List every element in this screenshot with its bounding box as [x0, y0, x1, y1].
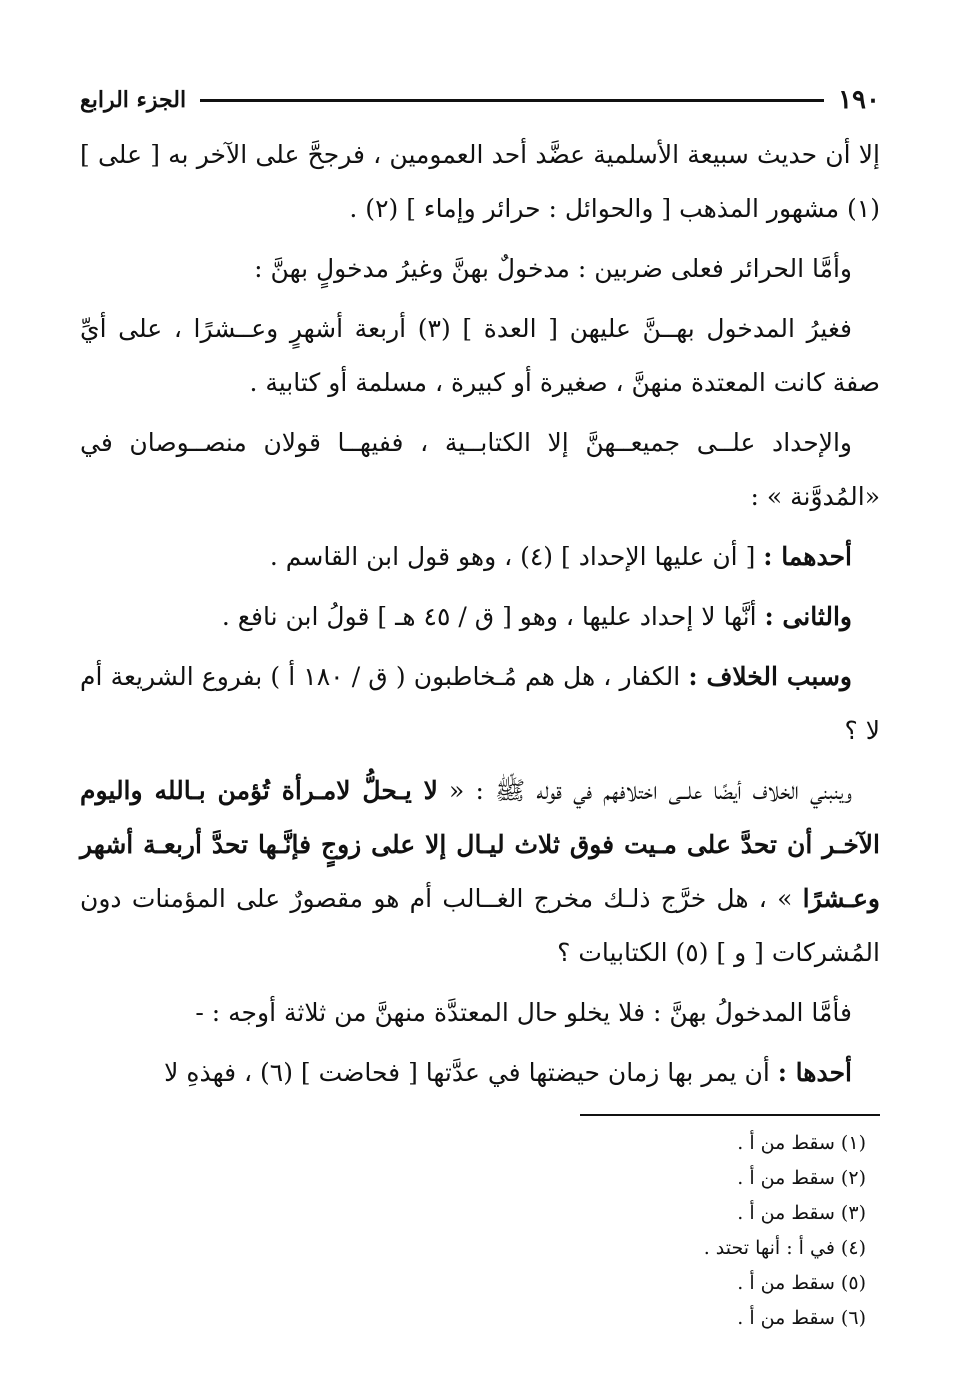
book-page [80, 80, 880, 1336]
paragraph-lead: والثانى : [764, 602, 852, 631]
paragraph-text: الكفار ، هل هم مُـخاطبون ( ق / ١٨٠ أ ) بفروع الشريعة أم لا ؟ [80, 662, 880, 745]
footnote: (٢) سقط من أ . [737, 1167, 866, 1189]
body-text [80, 128, 880, 1100]
paragraph [80, 590, 880, 644]
paragraph-text: أنَّها لا إحداد عليها ، وهو [ ق / ٤٥ هـ ] قولُ ابن نافع . [221, 602, 765, 631]
paragraph [80, 650, 880, 758]
paragraph-text: وينبني الخلاف أيضًا علــى اختلافهم في قوله ﷺ : « [437, 776, 852, 805]
paragraph-lead: أحدها : [777, 1058, 852, 1087]
paragraph [80, 986, 880, 1040]
page-number: ١٩٠ [838, 85, 880, 115]
paragraph-text: أن يمر بها زمان حيضتها في عدَّتها [ فحاضت ] (٦) ، فهذهِ لا [164, 1058, 778, 1087]
paragraph-text: إلا أن حديث سبيعة الأسلمية عضَّد أحد العمومين ، فرجحَّ على الآخر به [ على ] (١) مشهور المذهب [ والحوائل : حرائر وإماء ] (٢) . [80, 140, 880, 223]
footnote: (٦) سقط من أ . [737, 1307, 866, 1329]
paragraph-text: والإحداد علــى جميعــهنَّ إلا الكتابــية ، ففيهــا قولان منصــوصان في «المُدوَّنة » : [80, 428, 880, 511]
paragraph [80, 1046, 880, 1100]
footnote: (١) سقط من أ . [737, 1132, 866, 1154]
paragraph-text: فغيرُ المدخول بهــنَّ عليهن [ العدة ] (٣) أربعة أشهرٍ وعــشرًا ، على أيِّ صفة كانت المعتدة منهنَّ ، صغيرة أو كبيرة ، مسلمة أو كتابية . [80, 314, 880, 397]
paragraph-text: [ أن عليها الإحداد ] (٤) ، وهو قول ابن القاسم . [269, 542, 764, 571]
paragraph-lead: وسبب الخلاف : [688, 662, 852, 691]
paragraph [80, 128, 880, 236]
paragraph [80, 530, 880, 584]
paragraph-lead: أحدهما : [763, 542, 852, 571]
paragraph [80, 764, 880, 980]
paragraph [80, 302, 880, 410]
footnote-rule [580, 1114, 880, 1116]
paragraph-text: وأمَّا الحرائر فعلى ضربين : مدخولٌ بهنَّ وغيرُ مدخولٍ بهنَّ : [254, 254, 852, 283]
page-header [80, 80, 880, 120]
footnotes [80, 1126, 880, 1336]
paragraph [80, 242, 880, 296]
header-rule [200, 99, 824, 102]
footnote: (٥) سقط من أ . [737, 1272, 866, 1294]
footnote: (٣) سقط من أ . [737, 1202, 866, 1224]
paragraph [80, 416, 880, 524]
running-title: الجزء الرابع [80, 87, 187, 113]
hadith-quote: لا يـحلُّ لامـرأة تُؤمن بـالله واليوم الآخـر أن تحدَّ على مـيت فوق ثلاث ليـال إلا على زوجٍ فإنَّـها تحدَّ أربعـة أشهر وعـشرًا [80, 776, 880, 913]
paragraph-text: فأمَّا المدخولُ بهنَّ : فلا يخلو حال المعتدَّة منهنَّ من ثلاثة أوجه : - [195, 998, 852, 1027]
footnote: (٤) في أ : أنها تحتد . [703, 1237, 866, 1259]
paragraph-text-after: » ، هل خرَّج ذلـك مخرج الغــالب أم هو مقصورٌ على المؤمنات دون المُشركات [ و ] (٥) الكتابيات ؟ [80, 884, 880, 967]
